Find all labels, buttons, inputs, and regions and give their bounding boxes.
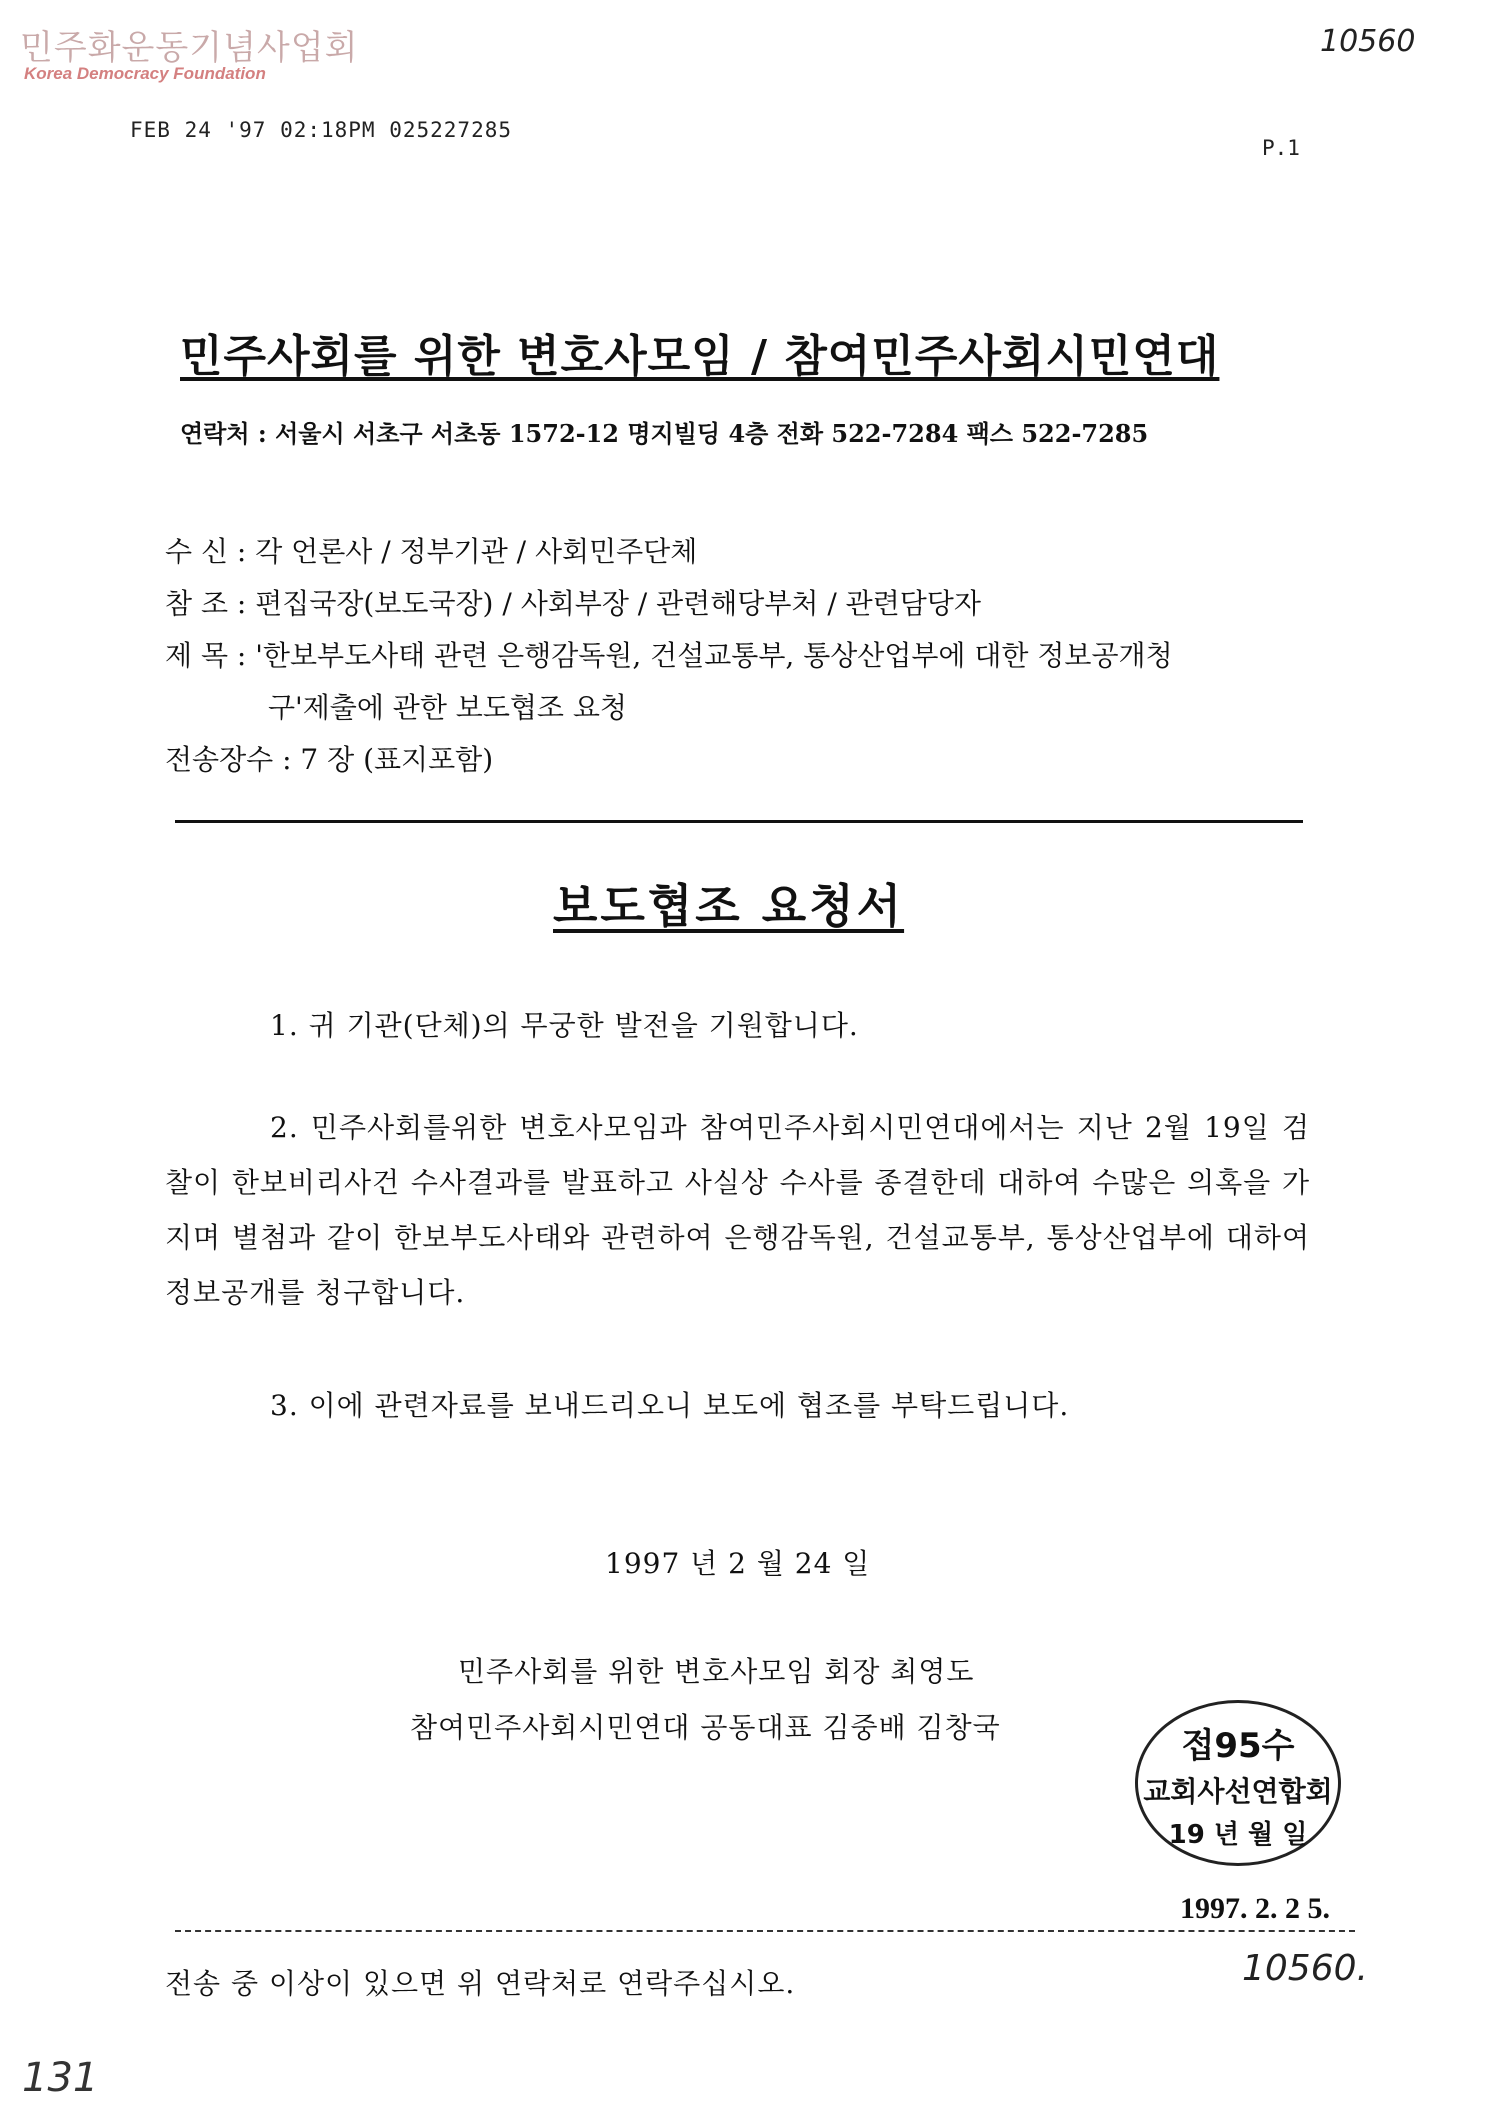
subject-field-continued: 구'제출에 관한 보도협조 요청	[268, 691, 627, 724]
paragraph-3: 3. 이에 관련자료를 보내드리오니 보도에 협조를 부탁드립니다.	[270, 1389, 1070, 1422]
document-subtitle: 보도협조 요청서	[553, 879, 905, 933]
watermark-korean: 민주화운동기념사업회	[20, 28, 359, 68]
receipt-stamp	[1135, 1700, 1345, 1870]
paragraph-2: 2. 민주사회를위한 변호사모임과 참여민주사회시민연대에서는 지난 2월 19일 검찰이 한보비리사건 수사결과를 발표하고 사실상 수사를 종결한데 대하여 수많은 의혹을 가지며 별첨과 같이 한보부도사태와 관련하여 은행감독원, 건설교통부, 통상산업부에 대하여 정보공개를 청구합니다.	[165, 1111, 1310, 1309]
footer-note: 전송 중 이상이 있으면 위 연락처로 연락주십시오.	[165, 1967, 796, 2000]
page-count-field: 전송장수 : 7 장 (표지포함)	[165, 743, 494, 776]
stamp-organization: 교회사선연합회	[1143, 1775, 1333, 1808]
contact-info: 연락처 : 서울시 서초구 서초동 1572-12 명지빌딩 4층 전화 522-7284 팩스 522-7285	[180, 419, 1149, 448]
document-number-bottom: 10560.	[1242, 1948, 1368, 1989]
header-divider	[175, 820, 1303, 823]
subject-field: 제 목 : '한보부도사태 관련 은행감독원, 건설교통부, 통상산업부에 대한 정보공개청	[165, 639, 1173, 672]
page-number: P.1	[1262, 136, 1300, 160]
fax-header: FEB 24 '97 02:18PM 025227285	[130, 118, 513, 142]
recipient-field: 수 신 : 각 언론사 / 정부기관 / 사회민주단체	[165, 535, 698, 568]
document-number-top: 10560	[1320, 24, 1416, 59]
stamp-receipt-number: 접95수	[1181, 1726, 1295, 1766]
corner-mark: 131	[22, 2055, 99, 2101]
signature-line-2: 참여민주사회시민연대 공동대표 김중배 김창국	[410, 1711, 1001, 1744]
dashed-divider	[175, 1930, 1355, 1932]
document-date: 1997 년 2 월 24 일	[605, 1547, 871, 1580]
signature-line-1: 민주사회를 위한 변호사모임 회장 최영도	[458, 1655, 975, 1688]
paragraph-1: 1. 귀 기관(단체)의 무궁한 발전을 기원합니다.	[270, 1009, 859, 1042]
document-title: 민주사회를 위한 변호사모임 / 참여민주사회시민연대	[180, 331, 1220, 382]
received-date: 1997. 2. 2 5.	[1180, 1892, 1330, 1925]
stamp-date-fields: 19 년 월 일	[1168, 1820, 1308, 1850]
reference-field: 참 조 : 편집국장(보도국장) / 사회부장 / 관련해당부처 / 관련담당자	[165, 587, 981, 620]
watermark-english: Korea Democracy Foundation	[24, 64, 266, 83]
